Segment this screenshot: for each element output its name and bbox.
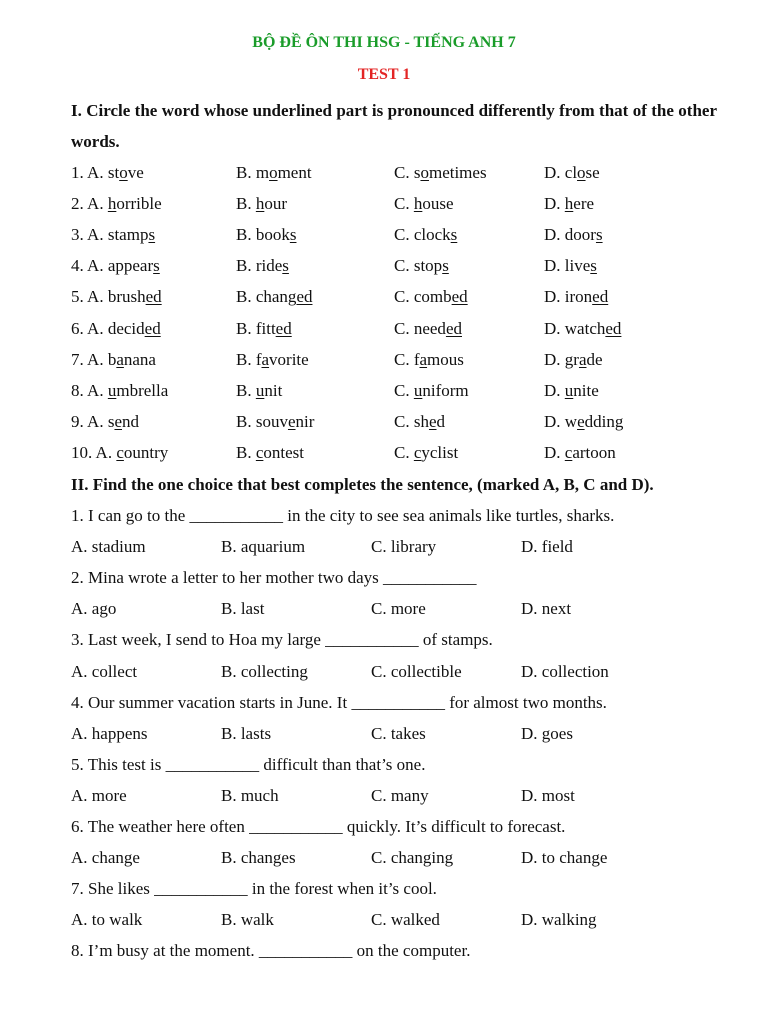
question-row (0, 375, 768, 406)
underlined-part: a (419, 349, 428, 369)
option-text: ouse (422, 194, 454, 214)
answer-option[interactable]: C. takes (371, 723, 426, 743)
underlined-part: h (255, 194, 265, 214)
answer-option[interactable]: D. field (521, 537, 573, 557)
option-text: nite (573, 380, 599, 400)
question-stem (0, 811, 768, 842)
options-row (0, 718, 768, 749)
answer-option[interactable]: D. most (521, 785, 575, 805)
option-text: C. (394, 380, 414, 400)
option-text: B. chang (236, 287, 297, 307)
question-row (0, 406, 768, 437)
options-row (0, 842, 768, 873)
answer-option[interactable]: B. aquarium (221, 537, 306, 557)
option-text: B. (236, 194, 256, 214)
option-text: C. s (394, 163, 421, 182)
option-text: 1. A. st (71, 163, 120, 182)
answer-option[interactable] (236, 375, 282, 406)
answer-option[interactable] (394, 250, 449, 281)
option-text: B. f (236, 349, 262, 369)
answer-option[interactable]: A. stadium (71, 537, 146, 557)
underlined-part: s (282, 256, 289, 276)
option-text: D. gr (544, 349, 579, 369)
answer-option[interactable]: A. happens (71, 723, 148, 743)
underlined-part: ed (275, 318, 292, 338)
underlined-part: s (289, 225, 297, 245)
option-text: 2. A. (71, 194, 108, 214)
answer-option[interactable]: D. walking (521, 910, 597, 930)
underlined-part: s (148, 225, 156, 245)
underlined-part: o (420, 163, 429, 182)
underlined-part: h (564, 194, 574, 214)
underlined-part: e (287, 411, 296, 431)
underlined-part: u (107, 380, 117, 400)
underlined-part: o (577, 163, 586, 182)
answer-option[interactable]: A. more (71, 785, 127, 805)
option-text: D. door (544, 225, 596, 245)
answer-option[interactable]: C. changing (371, 848, 454, 868)
answer-option[interactable] (394, 313, 462, 344)
option-text: 3. A. stamp (71, 225, 149, 245)
answer-option[interactable] (394, 406, 445, 437)
underlined-part: ed (144, 318, 161, 338)
option-text: orrible (116, 194, 162, 214)
answer-option[interactable]: B. last (221, 599, 265, 619)
underlined-part: e (577, 411, 585, 431)
underlined-part: ed (605, 318, 622, 338)
option-text: C. (394, 442, 414, 462)
underlined-part: ed (145, 287, 162, 307)
option-text: niform (422, 380, 469, 400)
answer-option[interactable]: D. goes (521, 723, 573, 743)
options-row (0, 780, 768, 811)
underlined-part: e (428, 411, 437, 431)
underlined-part: a (261, 349, 270, 369)
option-text: artoon (572, 442, 616, 462)
answer-option[interactable]: A. ago (71, 599, 117, 619)
underlined-part: h (107, 194, 117, 214)
underlined-part: u (564, 380, 574, 400)
underlined-part: c (413, 442, 422, 462)
answer-option[interactable]: C. more (371, 599, 426, 619)
option-text: vorite (269, 349, 309, 369)
option-text: se (585, 163, 600, 182)
underlined-part: c (116, 442, 124, 462)
answer-option[interactable]: C. many (371, 785, 429, 805)
answer-option[interactable]: B. changes (221, 848, 296, 868)
question-stem (0, 873, 768, 904)
option-text: D. cl (544, 163, 578, 182)
option-text: 8. A. (71, 380, 108, 400)
answer-option[interactable] (236, 437, 304, 468)
question-row (0, 250, 768, 281)
question-stem (0, 935, 768, 966)
question-row (0, 157, 768, 188)
option-text: C. sh (394, 411, 429, 431)
answer-option[interactable]: D. collection (521, 661, 609, 681)
question-stem (0, 624, 768, 655)
underlined-part: u (413, 380, 423, 400)
answer-option[interactable] (394, 344, 464, 375)
underlined-part: a (116, 349, 124, 369)
answer-option[interactable] (71, 406, 139, 437)
option-text: C. (394, 194, 414, 214)
underlined-part: ed (592, 287, 609, 307)
question-stem (0, 500, 768, 531)
answer-option[interactable] (236, 406, 314, 437)
option-text: mous (427, 349, 464, 369)
answer-option[interactable]: B. much (221, 785, 279, 805)
answer-option[interactable]: D. next (521, 599, 572, 619)
option-text: ontest (263, 442, 304, 462)
question-stem (0, 687, 768, 718)
option-text: 9. A. s (71, 411, 115, 431)
option-text: C. f (394, 349, 420, 369)
option-text: mbrella (116, 380, 169, 400)
options-row (0, 593, 768, 624)
answer-option[interactable]: A. to walk (71, 910, 143, 930)
option-text: C. stop (394, 256, 443, 276)
option-text: d (436, 411, 446, 431)
option-text: 7. A. b (71, 349, 117, 369)
options-row (0, 656, 768, 687)
underlined-part: s (442, 256, 449, 276)
answer-option[interactable] (544, 188, 594, 219)
option-text: nd (122, 411, 140, 431)
underlined-part: ed (296, 287, 313, 307)
option-text: C. need (394, 318, 446, 338)
answer-option[interactable] (544, 344, 603, 375)
answer-option[interactable]: B. lasts (221, 723, 272, 743)
answer-option[interactable] (71, 219, 155, 250)
answer-option[interactable] (236, 313, 292, 344)
option-text: D. (544, 194, 565, 214)
underlined-part: e (114, 411, 123, 431)
document-title: BỘ ĐỀ ÔN THI HSG - TIẾNG ANH 7 (252, 34, 516, 51)
option-text: B. fitt (236, 318, 276, 338)
answer-option[interactable]: D. to change (521, 848, 608, 868)
answer-option[interactable] (544, 406, 623, 437)
option-text: yclist (421, 442, 459, 462)
question-text: 1. I can go to the ___________ in the city to see sea animals like turtles, sharks. (71, 506, 615, 525)
option-text: D. (544, 442, 565, 462)
option-text: ment (277, 163, 312, 182)
underlined-part: s (450, 225, 458, 245)
underlined-part: h (413, 194, 423, 214)
answer-option[interactable] (71, 250, 160, 281)
question-stem (0, 562, 768, 593)
option-text: dding (584, 411, 624, 431)
test-title: TEST 1 (357, 66, 411, 83)
option-text: 6. A. decid (71, 318, 145, 338)
option-text: 10. A. (71, 442, 117, 462)
question-text: 2. Mina wrote a letter to her mother two days ___________ (71, 568, 477, 588)
question-row (0, 313, 768, 344)
question-row (0, 281, 768, 312)
answer-option[interactable] (71, 375, 168, 406)
answer-option[interactable] (71, 437, 168, 468)
option-text: D. iron (544, 287, 593, 307)
section-2-heading: II. Find the one choice that best completes the sentence, (marked A, B, C and D). (71, 475, 654, 494)
option-text: D. (544, 380, 565, 400)
option-text: ountry (123, 442, 169, 462)
underlined-part: o (269, 163, 278, 182)
underlined-part: ed (445, 318, 462, 338)
answer-option[interactable] (394, 281, 468, 312)
option-text: nana (123, 349, 156, 369)
option-text: C. clock (394, 225, 451, 245)
answer-option[interactable] (71, 281, 162, 312)
question-row (0, 188, 768, 219)
question-text: 6. The weather here often ___________ quickly. It’s difficult to forecast. (71, 817, 566, 836)
underlined-part: s (590, 256, 597, 276)
question-text: 7. She likes ___________ in the forest when it’s cool. (71, 879, 437, 899)
answer-option[interactable]: C. walked (371, 910, 440, 930)
option-text: D. watch (544, 318, 606, 338)
answer-option[interactable] (394, 375, 469, 406)
question-stem (0, 749, 768, 780)
option-text: D. live (544, 256, 591, 276)
answer-option[interactable] (544, 250, 597, 281)
underlined-part: s (153, 256, 160, 276)
option-text: B. souv (236, 411, 288, 431)
option-text: B. (236, 380, 256, 400)
option-text: ve (127, 163, 144, 182)
question-text: 3. Last week, I send to Hoa my large ___________ of stamps. (71, 630, 493, 650)
question-row (0, 219, 768, 250)
answer-option[interactable]: B. walk (221, 910, 274, 930)
option-text: nit (264, 380, 283, 400)
underlined-part: u (255, 380, 265, 400)
answer-option[interactable] (394, 219, 457, 250)
section-1-heading: I. Circle the word whose underlined part is pronounced differently from that of the other words. (71, 101, 717, 151)
answer-option[interactable] (544, 157, 600, 188)
option-text: metimes (428, 163, 487, 182)
answer-option[interactable] (394, 157, 487, 188)
option-text: B. (236, 442, 256, 462)
answer-option[interactable] (544, 375, 599, 406)
answer-option[interactable]: C. collectible (371, 661, 462, 681)
question-text: 4. Our summer vacation starts in June. It ___________ for almost two months. (71, 692, 607, 712)
option-text: B. m (236, 163, 270, 182)
option-text: 5. A. brush (71, 287, 146, 307)
options-row (0, 531, 768, 562)
option-text: our (264, 194, 288, 214)
answer-option[interactable] (544, 437, 616, 468)
question-row (0, 344, 768, 375)
underlined-part: c (255, 442, 264, 462)
option-text: 4. A. appear (71, 256, 154, 276)
option-text: B. book (236, 225, 290, 245)
answer-option[interactable] (236, 188, 287, 219)
answer-option[interactable] (236, 281, 312, 312)
option-text: nir (295, 411, 315, 431)
answer-option[interactable] (71, 344, 156, 375)
answer-option[interactable] (236, 344, 309, 375)
answer-option[interactable] (544, 313, 621, 344)
answer-option[interactable] (236, 219, 296, 250)
answer-option[interactable] (236, 250, 289, 281)
answer-option[interactable] (394, 188, 454, 219)
answer-option[interactable] (71, 313, 161, 344)
question-row (0, 437, 768, 468)
underlined-part: a (578, 349, 587, 369)
answer-option[interactable] (544, 281, 608, 312)
underlined-part: ed (451, 287, 468, 307)
answer-option[interactable] (236, 157, 312, 188)
answer-option[interactable]: B. collecting (221, 661, 308, 681)
option-text: D. w (544, 411, 578, 431)
option-text: B. ride (236, 256, 283, 276)
answer-option[interactable] (71, 157, 144, 188)
underlined-part: c (564, 442, 573, 462)
answer-option[interactable] (394, 437, 458, 468)
answer-option[interactable]: A. collect (71, 661, 138, 681)
answer-option[interactable] (71, 188, 162, 219)
answer-option[interactable]: A. change (71, 848, 140, 868)
question-text: 5. This test is ___________ difficult than that’s one. (71, 754, 426, 774)
answer-option[interactable] (544, 219, 603, 250)
answer-option[interactable]: C. library (371, 537, 437, 557)
options-row (0, 904, 768, 935)
option-text: ere (573, 194, 595, 214)
question-text: 8. I’m busy at the moment. ___________ on the computer. (71, 941, 471, 961)
underlined-part: o (119, 163, 128, 182)
option-text: de (586, 349, 603, 369)
underlined-part: s (595, 225, 603, 245)
option-text: C. comb (394, 287, 452, 307)
